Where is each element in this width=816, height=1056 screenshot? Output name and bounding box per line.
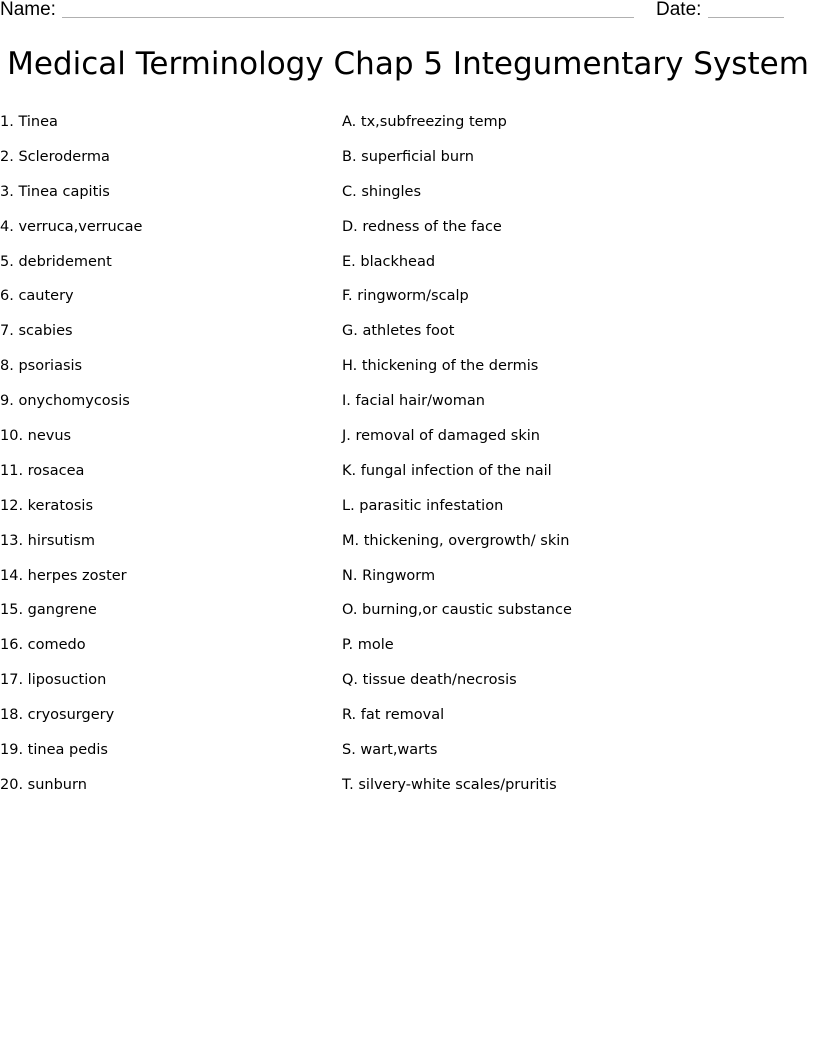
term-item: 2. Scleroderma [0,148,110,165]
definition-item: Q. tissue death/necrosis [342,672,517,689]
term-item: 11. rosacea [0,462,85,479]
term-item: 12. keratosis [0,497,94,514]
term-item: 14. herpes zoster [0,567,127,584]
definition-item: L. parasitic infestation [342,497,504,514]
definition-item: T. silvery-white scales/pruritis [342,776,557,793]
term-item: 6. cautery [0,288,74,305]
term-item: 20. sunburn [0,776,87,793]
term-item: 3. Tinea capitis [0,183,110,200]
term-item: 13. hirsutism [0,532,95,549]
page-title: Medical Terminology Chap 5 Integumentary System [7,46,809,82]
term-item: 8. psoriasis [0,358,83,375]
term-item: 16. comedo [0,637,86,654]
definition-item: J. removal of damaged skin [342,428,540,445]
definition-item: C. shingles [342,183,422,200]
definition-item: N. Ringworm [342,567,436,584]
definition-item: M. thickening, overgrowth/ skin [342,532,570,549]
definition-item: I. facial hair/woman [342,393,485,410]
definition-item: O. burning,or caustic substance [342,602,572,619]
term-item: 9. onychomycosis [0,393,130,410]
term-item: 15. gangrene [0,602,97,619]
definition-item: F. ringworm/scalp [342,288,469,305]
name-label: Name: [0,0,56,20]
term-item: 4. verruca,verrucae [0,218,143,235]
term-item: 1. Tinea [0,114,58,130]
term-item: 18. cryosurgery [0,707,115,724]
term-item: 10. nevus [0,428,72,445]
term-item: 7. scabies [0,323,73,340]
date-label: Date: [656,0,702,20]
definitions-list [342,110,802,808]
date-blank-line [708,17,784,18]
definition-item: A. tx,subfreezing temp [342,114,507,130]
term-item: 5. debridement [0,253,112,270]
terms-list [0,110,330,808]
definition-item: K. fungal infection of the nail [342,462,552,479]
definition-item: H. thickening of the dermis [342,358,539,375]
definition-item: S. wart,warts [342,742,438,759]
definition-item: R. fat removal [342,707,445,724]
term-item: 17. liposuction [0,672,107,689]
definition-item: E. blackhead [342,253,436,270]
definition-item: B. superficial burn [342,148,474,165]
term-item: 19. tinea pedis [0,742,108,759]
definition-item: D. redness of the face [342,218,502,235]
name-blank-line [62,17,634,18]
definition-item: P. mole [342,637,394,654]
worksheet-header [0,0,816,26]
definition-item: G. athletes foot [342,323,455,340]
